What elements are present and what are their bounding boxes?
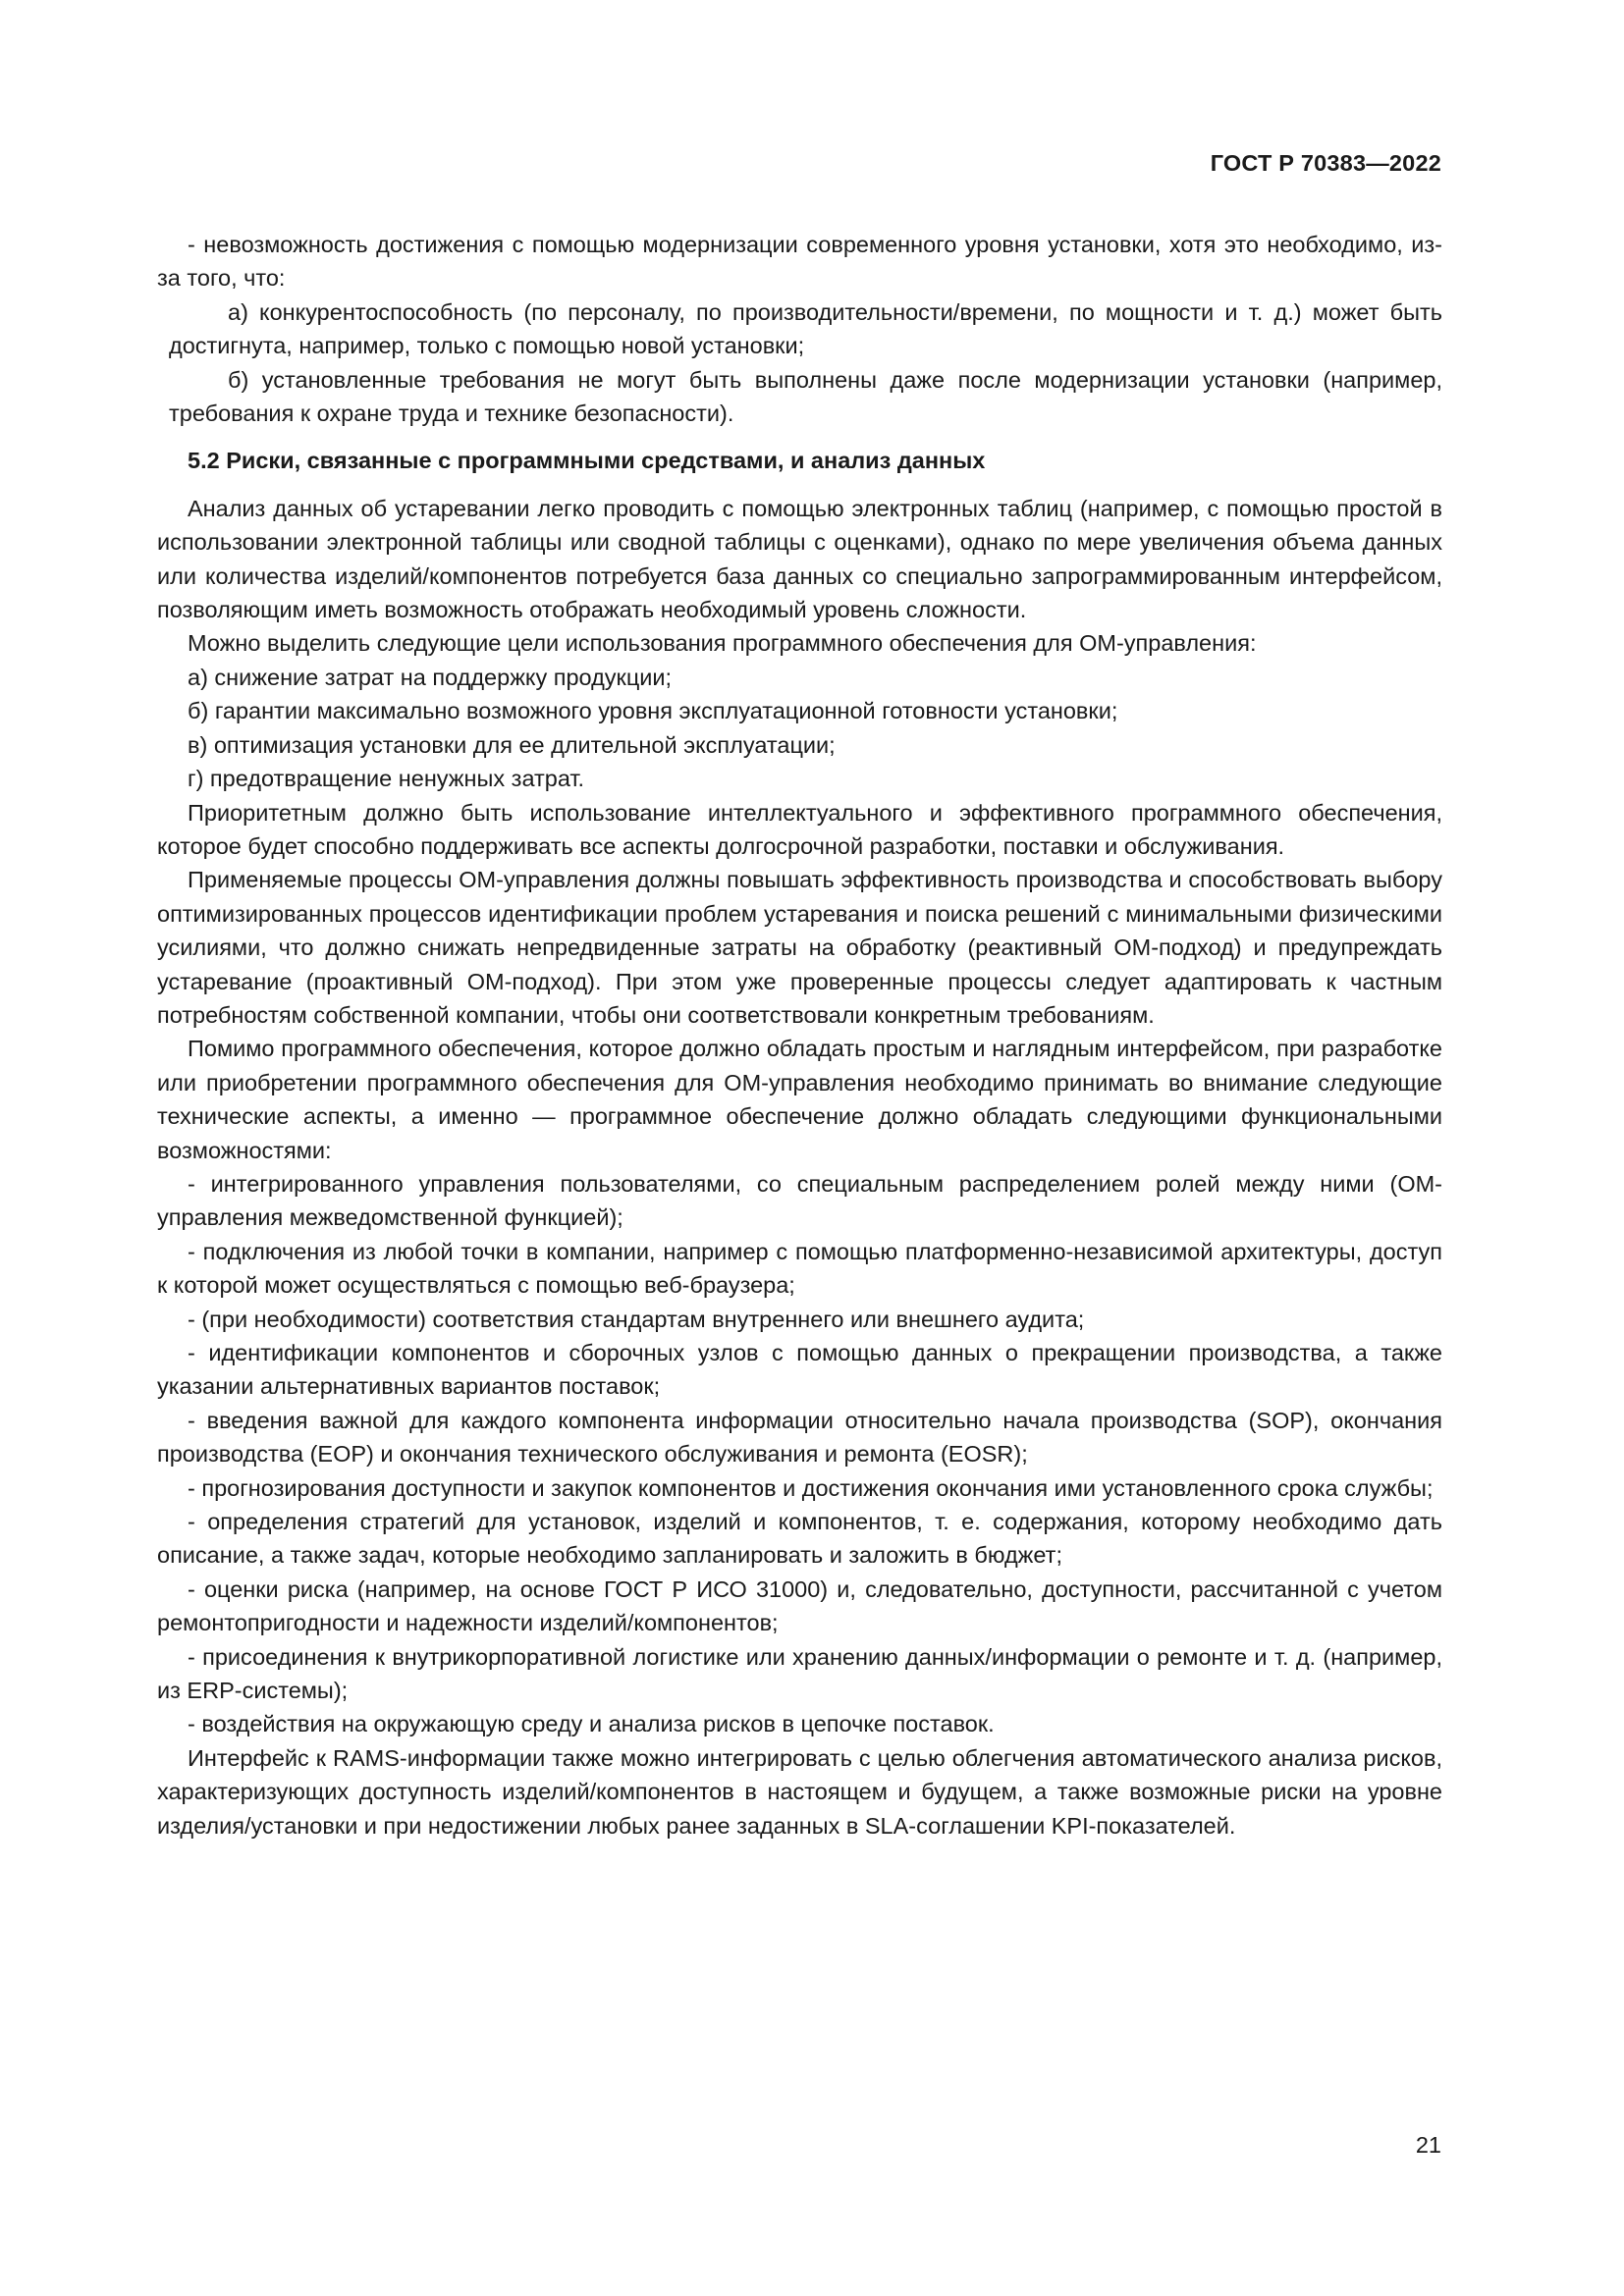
intro-dash-item: - невозможность достижения с помощью модернизации современного уровня установки, хотя это необходимо, из-за того, что: <box>157 232 1442 292</box>
paragraph: Помимо программного обеспечения, которое должно обладать простым и наглядным интерфейсом, при разработке или приобретении программного обеспечения для ОМ-управления необходимо принимать во внимание следующие технические аспекты, а именно — программное обеспечение должно обладать следующими функциональными возможностями: <box>157 1036 1442 1163</box>
paragraph: Интерфейс к RAMS-информации также можно интегрировать с целью облегчения автоматического анализа рисков, характеризующих доступность изделий/компонентов в настоящем и будущем, а также возможные риски на уровне изделия/установки и при недостижении любых ранее заданных в SLA-соглашении KPI-показателей. <box>157 1744 1442 1839</box>
feature-list-item: - интегрированного управления пользователями, со специальным распределением ролей между ними (ОМ-управления межведомственной функцией); <box>157 1170 1442 1231</box>
section-heading: 5.2 Риски, связанные с программными средствами, и анализ данных <box>188 448 986 474</box>
document-code-header: ГОСТ Р 70383—2022 <box>1210 150 1441 176</box>
feature-list-item: - введения важной для каждого компонента информации относительно начала производства (SOP), окончания производства (EOP) и окончания технического обслуживания и ремонта (EOSR); <box>157 1407 1442 1468</box>
feature-list-item: - воздействия на окружающую среду и анализа рисков в цепочке поставок. <box>188 1711 995 1737</box>
paragraph: Анализ данных об устаревании легко проводить с помощью электронных таблиц (например, с помощью простой в использовании электронной таблицы или сводной таблицы с оценками), однако по мере увеличения объема данных или количества изделий/компонентов потребуется база данных со специально запрограммированным интерфейсом, позволяющим иметь возможность отображать необходимый уровень сложности. <box>157 495 1442 623</box>
feature-list-item: - оценки риска (например, на основе ГОСТ Р ИСО 31000) и, следовательно, доступности, рассчитанной с учетом ремонтопригодности и надежности изделий/компонентов; <box>157 1575 1442 1636</box>
feature-list-item: - присоединения к внутрикорпоративной логистике или хранению данных/информации о ремонте и т. д. (например, из ERP-системы); <box>157 1643 1442 1704</box>
intro-sub-item-a: а) конкурентоспособность (по персоналу, по производительности/времени, по мощности и т. д.) может быть достигнута, например, только с помощью новой установки; <box>169 298 1442 359</box>
intro-sub-item-b: б) установленные требования не могут быть выполнены даже после модернизации установки (например, требования к охране труда и технике безопасности). <box>169 366 1442 427</box>
page-content <box>157 228 1442 1842</box>
paragraph: Применяемые процессы ОМ-управления должны повышать эффективность производства и способствовать выбору оптимизированных процессов идентификации проблем устаревания и поиска решений с минимальными физическими усилиями, что должно снижать непредвиденные затраты на обработку (реактивный ОМ-подход) и предупреждать устаревание (проактивный ОМ-подход). При этом уже проверенные процессы следует адаптировать к частным потребностям собственной компании, чтобы они соответствовали конкретным требованиям. <box>157 867 1442 1028</box>
feature-list-item: - идентификации компонентов и сборочных узлов с помощью данных о прекращении производства, а также указании альтернативных вариантов поставок; <box>157 1340 1442 1400</box>
goal-list-item: г) предотвращение ненужных затрат. <box>188 766 585 792</box>
goal-list-item: а) снижение затрат на поддержку продукции; <box>188 664 673 690</box>
feature-list-item: - определения стратегий для установок, изделий и компонентов, т. е. содержания, которому необходимо дать описание, а также задач, которые необходимо запланировать и заложить в бюджет; <box>157 1509 1442 1569</box>
feature-list-item: - прогнозирования доступности и закупок компонентов и достижения окончания ими установленного срока службы; <box>188 1474 1434 1501</box>
goal-list-item: в) оптимизация установки для ее длительной эксплуатации; <box>188 731 836 758</box>
feature-list-item: - подключения из любой точки в компании, например с помощью платформенно-независимой архитектуры, доступ к которой может осуществляться с помощью веб-браузера; <box>157 1238 1442 1299</box>
feature-list-item: - (при необходимости) соответствия стандартам внутреннего или внешнего аудита; <box>188 1306 1085 1332</box>
paragraph: Приоритетным должно быть использование интеллектуального и эффективного программного обеспечения, которое будет способно поддерживать все аспекты долгосрочной разработки, поставки и обслуживания. <box>157 799 1442 859</box>
paragraph: Можно выделить следующие цели использования программного обеспечения для ОМ-управления: <box>188 630 1257 657</box>
page-number: 21 <box>1415 2132 1441 2158</box>
goal-list-item: б) гарантии максимально возможного уровня эксплуатационной готовности установки; <box>188 698 1118 724</box>
